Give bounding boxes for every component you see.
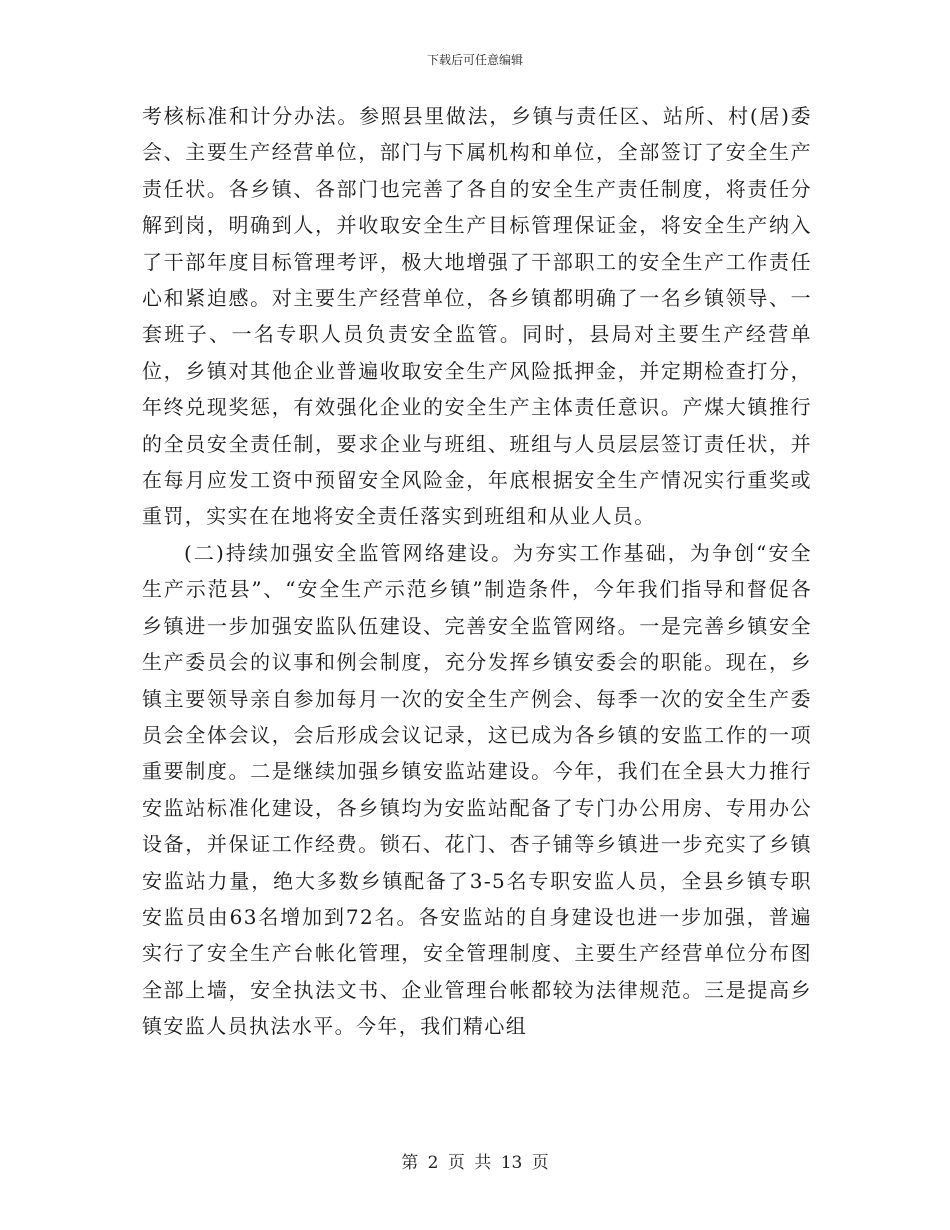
paragraph-continued: 考核标准和计分办法。参照县里做法，乡镇与责任区、站所、村(居)委会、主要生产经营单位，部门与下属机构和单位，全部签订了安全生产责任状。各乡镇、各部门也完善了各自的安全生产责任制度，将责任分解到岗，明确到人，并收取安全生产目标管理保证金，将安全生产纳入了干部年度目标管理考评，极大地增强了干部职工的安全生产工作责任心和紧迫感。对主要生产经营单位，各乡镇都明确了一名乡镇领导、一套班子、一名专职人员负责安全监管。同时，县局对主要生产经营单位，乡镇对其他企业普遍收取安全生产风险抵押金，并定期检查打分，年终兑现奖惩，有效强化企业的安全生产主体责任意识。产煤大镇推行的全员安全责任制，要求企业与班组、班组与人员层层签订责任状，并在每月应发工资中预留安全风险金，年底根据安全生产情况实行重奖或重罚，实实在在地将安全责任落实到班组和从业人员。: [142, 104, 812, 529]
document-body: [142, 98, 812, 1045]
page-header: 下载后可任意编辑: [426, 53, 523, 67]
paragraph-monitoring-network: (二)持续加强安全监管网络建设。为夯实工作基础，为争创“安全生产示范县”、“安全生产示范乡镇”制造条件，今年我们指导和督促各乡镇进一步加强安监队伍建设、完善安全监管网络。一是完善乡镇安全生产委员会的议事和例会制度，充分发挥乡镇安委会的职能。现在，乡镇主要领导亲自参加每月一次的安全生产例会、每季一次的安全生产委员会全体会议，会后形成会议记录，这已成为各乡镇的安监工作的一项重要制度。二是继续加强乡镇安监站建设。今年，我们在全县大力推行安监站标准化建设，各乡镇均为安监站配备了专门办公用房、专用办公设备，并保证工作经费。锁石、花门、杏子铺等乡镇进一步充实了乡镇安监站力量，绝大多数乡镇配备了3-5名专职安监人员，全县乡镇专职安监员由63名增加到72名。各安监站的自身建设也进一步加强，普遍实行了安全生产台帐化管理，安全管理制度、主要生产经营单位分布图全部上墙，安全执法文书、企业管理台帐都较为法律规范。三是提高乡镇安监人员执法水平。今年，我们精心组: [142, 540, 812, 1039]
page-number-footer: 第 2 页 共 13 页: [401, 1153, 549, 1173]
